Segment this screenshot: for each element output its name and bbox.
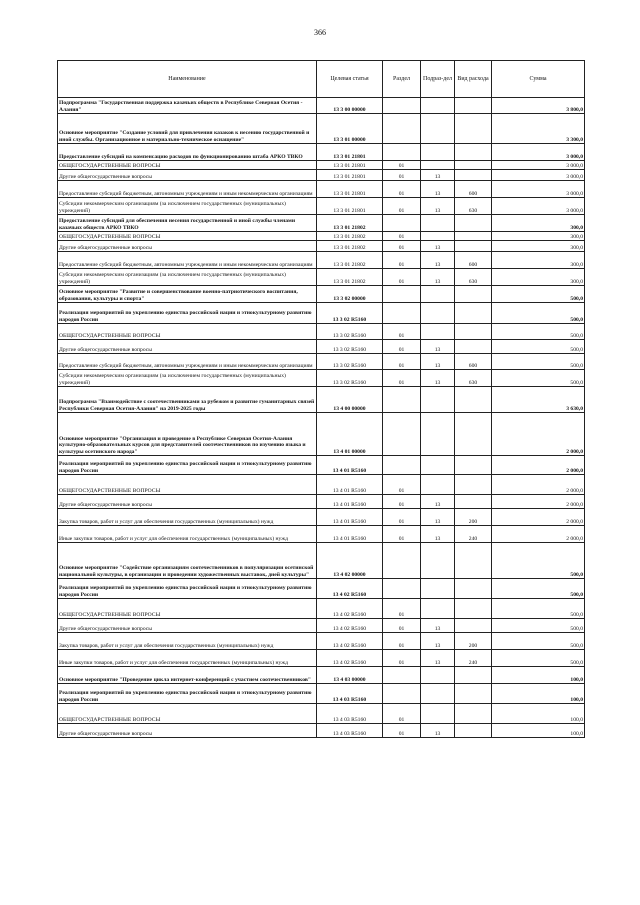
row-name: Субсидии некоммерческим организациям (за исключением государственных (муниципальных) учреждений)	[58, 198, 317, 215]
table-row	[58, 704, 585, 724]
row-expense-type	[455, 704, 492, 724]
row-target-code: 13 4 03 R5160	[317, 684, 383, 704]
row-expense-type: 240	[455, 526, 492, 543]
row-target-code: 13 4 01 R5160	[317, 456, 383, 475]
table-row	[58, 181, 585, 198]
row-section	[383, 98, 421, 114]
row-sum: 3 800,0	[492, 98, 585, 114]
row-expense-type	[455, 684, 492, 704]
row-sum: 300,0	[492, 269, 585, 286]
row-expense-type	[455, 340, 492, 354]
row-sum: 3 300,0	[492, 114, 585, 144]
row-target-code: 13 4 01 R5160	[317, 509, 383, 526]
table-row	[58, 370, 585, 387]
row-subsection	[421, 684, 455, 704]
row-name: Основное мероприятие "Развитие и совершенствование военно-патриотического воспитания, образования, культуры и спорта"	[58, 286, 317, 303]
row-sum: 500,0	[492, 354, 585, 370]
row-expense-type	[455, 215, 492, 232]
table-row	[58, 509, 585, 526]
row-expense-type: 200	[455, 633, 492, 650]
row-target-code: 13 3 02 R5160	[317, 340, 383, 354]
row-subsection: 13	[421, 619, 455, 633]
row-subsection: 13	[421, 724, 455, 738]
row-target-code: 13 4 02 R5160	[317, 579, 383, 599]
row-name: Подпрограмма "Взаимодействие с соотечественниками за рубежом и развитие гуманитарных связей Республики Северная Осетия-Алания" на 2019-2025 годы	[58, 387, 317, 413]
table-row	[58, 252, 585, 269]
row-sum: 500,0	[492, 543, 585, 579]
row-subsection: 13	[421, 370, 455, 387]
row-subsection: 13	[421, 252, 455, 269]
row-section: 01	[383, 724, 421, 738]
table-row	[58, 526, 585, 543]
row-subsection	[421, 98, 455, 114]
row-sum: 500,0	[492, 579, 585, 599]
row-target-code: 13 3 00 00000	[317, 98, 383, 114]
row-subsection	[421, 114, 455, 144]
row-sum: 100,0	[492, 667, 585, 684]
row-name: Реализация мероприятий по укреплению единства российской нации и этнокультурному развитию народов России	[58, 579, 317, 599]
row-target-code: 13 3 01 21802	[317, 241, 383, 252]
row-target-code: 13 3 01 21802	[317, 269, 383, 286]
row-sum: 300,0	[492, 252, 585, 269]
row-section: 01	[383, 340, 421, 354]
row-sum: 2 000,0	[492, 413, 585, 456]
row-section: 01	[383, 509, 421, 526]
row-sum: 100,0	[492, 684, 585, 704]
row-target-code: 13 3 02 00000	[317, 286, 383, 303]
row-name: Закупка товаров, работ и услуг для обеспечения государственных (муниципальных) нужд	[58, 509, 317, 526]
row-target-code: 13 3 01 21801	[317, 181, 383, 198]
row-target-code: 13 3 02 R5160	[317, 324, 383, 340]
table-row	[58, 144, 585, 161]
row-sum: 300,0	[492, 232, 585, 241]
row-target-code: 13 4 03 R5160	[317, 724, 383, 738]
table-row	[58, 667, 585, 684]
row-subsection	[421, 456, 455, 475]
row-name: Другие общегосударственные вопросы	[58, 241, 317, 252]
table-row	[58, 724, 585, 738]
row-target-code: 13 4 02 R5160	[317, 650, 383, 667]
row-sum: 500,0	[492, 650, 585, 667]
row-name: Реализация мероприятий по укреплению единства российской нации и этнокультурному развитию народов России	[58, 456, 317, 475]
row-section	[383, 579, 421, 599]
row-subsection: 13	[421, 241, 455, 252]
table-row	[58, 98, 585, 114]
table-header	[58, 61, 585, 98]
row-name: ОБЩЕГОСУДАРСТВЕННЫЕ ВОПРОСЫ	[58, 324, 317, 340]
row-subsection	[421, 286, 455, 303]
row-section: 01	[383, 526, 421, 543]
row-target-code: 13 4 01 R5160	[317, 526, 383, 543]
row-name: Иные закупки товаров, работ и услуг для обеспечения государственных (муниципальных) нужд	[58, 526, 317, 543]
row-subsection: 13	[421, 269, 455, 286]
row-section	[383, 387, 421, 413]
table-row	[58, 114, 585, 144]
table-row	[58, 413, 585, 456]
row-sum: 500,0	[492, 619, 585, 633]
row-name: Другие общегосударственные вопросы	[58, 724, 317, 738]
table-row	[58, 340, 585, 354]
row-expense-type	[455, 286, 492, 303]
row-section	[383, 144, 421, 161]
row-sum: 500,0	[492, 633, 585, 650]
row-expense-type	[455, 387, 492, 413]
row-section	[383, 456, 421, 475]
row-expense-type	[455, 170, 492, 181]
row-expense-type	[455, 303, 492, 324]
row-name: Основное мероприятие "Проведение цикла интернет-конференций с участием соотечественников"	[58, 667, 317, 684]
row-expense-type	[455, 619, 492, 633]
row-sum: 3 630,0	[492, 387, 585, 413]
table-row	[58, 475, 585, 495]
row-target-code: 13 4 02 R5160	[317, 633, 383, 650]
row-target-code: 13 3 01 21801	[317, 161, 383, 170]
row-target-code: 13 4 01 00000	[317, 413, 383, 456]
row-sum: 100,0	[492, 704, 585, 724]
row-section	[383, 286, 421, 303]
row-subsection: 13	[421, 633, 455, 650]
row-target-code: 13 3 01 21802	[317, 215, 383, 232]
header-expense-type: Вид расхода	[455, 61, 492, 98]
table-row	[58, 324, 585, 340]
row-sum: 500,0	[492, 599, 585, 619]
row-name: Иные закупки товаров, работ и услуг для обеспечения государственных (муниципальных) нужд	[58, 650, 317, 667]
row-subsection	[421, 324, 455, 340]
row-section: 01	[383, 170, 421, 181]
row-name: Закупка товаров, работ и услуг для обеспечения государственных (муниципальных) нужд	[58, 633, 317, 650]
row-expense-type	[455, 495, 492, 509]
row-target-code: 13 4 01 R5160	[317, 475, 383, 495]
row-section: 01	[383, 704, 421, 724]
row-subsection: 13	[421, 170, 455, 181]
row-name: Предоставление субсидий бюджетным, автономным учреждениям и иным некоммерческим организациям	[58, 252, 317, 269]
table-row	[58, 241, 585, 252]
row-section: 01	[383, 161, 421, 170]
row-sum: 3 000,0	[492, 181, 585, 198]
row-target-code: 13 4 02 00000	[317, 543, 383, 579]
header-sum: Сумма	[492, 61, 585, 98]
table-row	[58, 161, 585, 170]
row-section: 01	[383, 633, 421, 650]
row-name: Основное мероприятие "Организация и проведение в Республике Северная Осетия-Алания культурно-образовательных курсов для представителей соотечественников по изучению языка и культуры осетинского народа"	[58, 413, 317, 456]
row-expense-type: 600	[455, 252, 492, 269]
row-name: Другие общегосударственные вопросы	[58, 170, 317, 181]
row-target-code: 13 3 01 00000	[317, 114, 383, 144]
row-subsection: 13	[421, 650, 455, 667]
row-subsection	[421, 232, 455, 241]
row-section: 01	[383, 198, 421, 215]
table-row	[58, 650, 585, 667]
row-sum: 500,0	[492, 324, 585, 340]
row-expense-type: 630	[455, 370, 492, 387]
row-section: 01	[383, 599, 421, 619]
row-name: ОБЩЕГОСУДАРСТВЕННЫЕ ВОПРОСЫ	[58, 475, 317, 495]
row-sum: 500,0	[492, 340, 585, 354]
row-section: 01	[383, 619, 421, 633]
header-section: Раздел	[383, 61, 421, 98]
table-row	[58, 619, 585, 633]
row-name: Предоставление субсидий бюджетным, автономным учреждениям и иным некоммерческим организациям	[58, 354, 317, 370]
row-subsection	[421, 413, 455, 456]
table-row	[58, 543, 585, 579]
row-section	[383, 684, 421, 704]
row-subsection: 13	[421, 354, 455, 370]
row-subsection: 13	[421, 509, 455, 526]
row-name: Другие общегосударственные вопросы	[58, 495, 317, 509]
row-subsection	[421, 599, 455, 619]
row-expense-type: 600	[455, 354, 492, 370]
row-expense-type	[455, 599, 492, 619]
row-section: 01	[383, 241, 421, 252]
row-name: Реализация мероприятий по укреплению единства российской нации и этнокультурному развитию народов России	[58, 303, 317, 324]
row-target-code: 13 4 00 00000	[317, 387, 383, 413]
row-expense-type	[455, 475, 492, 495]
row-name: Реализация мероприятий по укреплению единства российской нации и этнокультурному развитию народов России	[58, 684, 317, 704]
row-sum: 300,0	[492, 241, 585, 252]
row-section	[383, 114, 421, 144]
row-sum: 2 000,0	[492, 526, 585, 543]
row-expense-type	[455, 667, 492, 684]
row-subsection: 13	[421, 340, 455, 354]
row-target-code: 13 4 03 00000	[317, 667, 383, 684]
row-sum: 300,0	[492, 215, 585, 232]
row-section	[383, 303, 421, 324]
row-expense-type: 240	[455, 650, 492, 667]
row-section: 01	[383, 475, 421, 495]
table-row	[58, 232, 585, 241]
row-section: 01	[383, 252, 421, 269]
row-sum: 100,0	[492, 724, 585, 738]
row-expense-type	[455, 114, 492, 144]
row-target-code: 13 4 01 R5160	[317, 495, 383, 509]
row-subsection	[421, 215, 455, 232]
table-row	[58, 633, 585, 650]
row-subsection	[421, 161, 455, 170]
row-name: Субсидии некоммерческим организациям (за исключением государственных (муниципальных) учреждений)	[58, 370, 317, 387]
row-expense-type: 200	[455, 509, 492, 526]
row-target-code: 13 4 02 R5160	[317, 619, 383, 633]
row-sum: 3 000,0	[492, 170, 585, 181]
table-row	[58, 354, 585, 370]
row-subsection: 13	[421, 181, 455, 198]
row-expense-type	[455, 456, 492, 475]
row-subsection	[421, 704, 455, 724]
row-section	[383, 413, 421, 456]
row-subsection: 13	[421, 526, 455, 543]
budget-table	[57, 60, 585, 738]
row-target-code: 13 3 01 21802	[317, 232, 383, 241]
row-expense-type	[455, 413, 492, 456]
row-target-code: 13 3 01 21802	[317, 252, 383, 269]
table-row	[58, 684, 585, 704]
row-subsection: 13	[421, 198, 455, 215]
row-section: 01	[383, 650, 421, 667]
header-code: Целевая статья	[317, 61, 383, 98]
row-subsection	[421, 475, 455, 495]
row-name: Подпрограмма "Государственная поддержка казачьих обществ в Республике Северная Осетия - Алания"	[58, 98, 317, 114]
table-row	[58, 456, 585, 475]
row-expense-type	[455, 144, 492, 161]
row-section: 01	[383, 232, 421, 241]
row-name: ОБЩЕГОСУДАРСТВЕННЫЕ ВОПРОСЫ	[58, 161, 317, 170]
row-name: Предоставление субсидий бюджетным, автономным учреждениям и иным некоммерческим организациям	[58, 181, 317, 198]
table-row	[58, 387, 585, 413]
row-section: 01	[383, 370, 421, 387]
row-section: 01	[383, 495, 421, 509]
row-name: ОБЩЕГОСУДАРСТВЕННЫЕ ВОПРОСЫ	[58, 704, 317, 724]
row-section: 01	[383, 324, 421, 340]
row-target-code: 13 3 02 R5160	[317, 303, 383, 324]
header-subsection: Подраз-дел	[421, 61, 455, 98]
row-section: 01	[383, 181, 421, 198]
table-row	[58, 269, 585, 286]
row-target-code: 13 3 01 21801	[317, 144, 383, 161]
row-name: Субсидии некоммерческим организациям (за исключением государственных (муниципальных) учреждений)	[58, 269, 317, 286]
row-name: Основное мероприятие "Создание условий для привлечения казаков к несению государственной и иной службы. Организационное и материально-техническое оснащение"	[58, 114, 317, 144]
table-row	[58, 286, 585, 303]
row-subsection	[421, 667, 455, 684]
row-name: ОБЩЕГОСУДАРСТВЕННЫЕ ВОПРОСЫ	[58, 232, 317, 241]
row-target-code: 13 3 02 R5160	[317, 354, 383, 370]
row-expense-type	[455, 724, 492, 738]
table-row	[58, 303, 585, 324]
row-sum: 2 000,0	[492, 495, 585, 509]
table-row	[58, 579, 585, 599]
table-row	[58, 215, 585, 232]
row-target-code: 13 3 02 R5160	[317, 370, 383, 387]
row-section	[383, 667, 421, 684]
row-section	[383, 215, 421, 232]
table-row	[58, 495, 585, 509]
row-expense-type	[455, 543, 492, 579]
row-sum: 3 000,0	[492, 161, 585, 170]
table-row	[58, 198, 585, 215]
row-sum: 2 000,0	[492, 456, 585, 475]
row-target-code: 13 4 03 R5160	[317, 704, 383, 724]
row-section: 01	[383, 269, 421, 286]
row-expense-type: 600	[455, 181, 492, 198]
row-expense-type	[455, 232, 492, 241]
row-sum: 500,0	[492, 303, 585, 324]
row-subsection	[421, 579, 455, 599]
row-subsection	[421, 543, 455, 579]
row-name: Основное мероприятие "Содействие организациям соотечественников в популяризации осетинской национальной культуры, в организации и проведении художественных выставок, дней культуры"	[58, 543, 317, 579]
row-sum: 2 000,0	[492, 475, 585, 495]
header-name: Наименование	[58, 61, 317, 98]
row-sum: 3 000,0	[492, 198, 585, 215]
table-body	[58, 98, 585, 738]
row-name: ОБЩЕГОСУДАРСТВЕННЫЕ ВОПРОСЫ	[58, 599, 317, 619]
row-expense-type	[455, 161, 492, 170]
table-row	[58, 170, 585, 181]
row-expense-type	[455, 98, 492, 114]
row-name: Предоставление субсидий для обеспечения несения государственной и иной службы членами казачьих обществ АРКО ТВКО	[58, 215, 317, 232]
row-sum: 500,0	[492, 286, 585, 303]
row-section	[383, 543, 421, 579]
row-target-code: 13 3 01 21801	[317, 198, 383, 215]
page-number: 366	[314, 28, 326, 37]
row-subsection	[421, 144, 455, 161]
row-name: Другие общегосударственные вопросы	[58, 619, 317, 633]
row-subsection: 13	[421, 495, 455, 509]
row-expense-type: 630	[455, 198, 492, 215]
table-row	[58, 599, 585, 619]
row-sum: 2 000,0	[492, 509, 585, 526]
row-sum: 3 000,0	[492, 144, 585, 161]
row-target-code: 13 3 01 21801	[317, 170, 383, 181]
row-expense-type	[455, 579, 492, 599]
row-expense-type	[455, 241, 492, 252]
row-sum: 500,0	[492, 370, 585, 387]
row-name: Другие общегосударственные вопросы	[58, 340, 317, 354]
row-name: Предоставление субсидий на компенсацию расходов по функционированию штаба АРКО ТВКО	[58, 144, 317, 161]
row-expense-type	[455, 324, 492, 340]
row-subsection	[421, 303, 455, 324]
row-target-code: 13 4 02 R5160	[317, 599, 383, 619]
row-section: 01	[383, 354, 421, 370]
row-expense-type: 630	[455, 269, 492, 286]
row-subsection	[421, 387, 455, 413]
